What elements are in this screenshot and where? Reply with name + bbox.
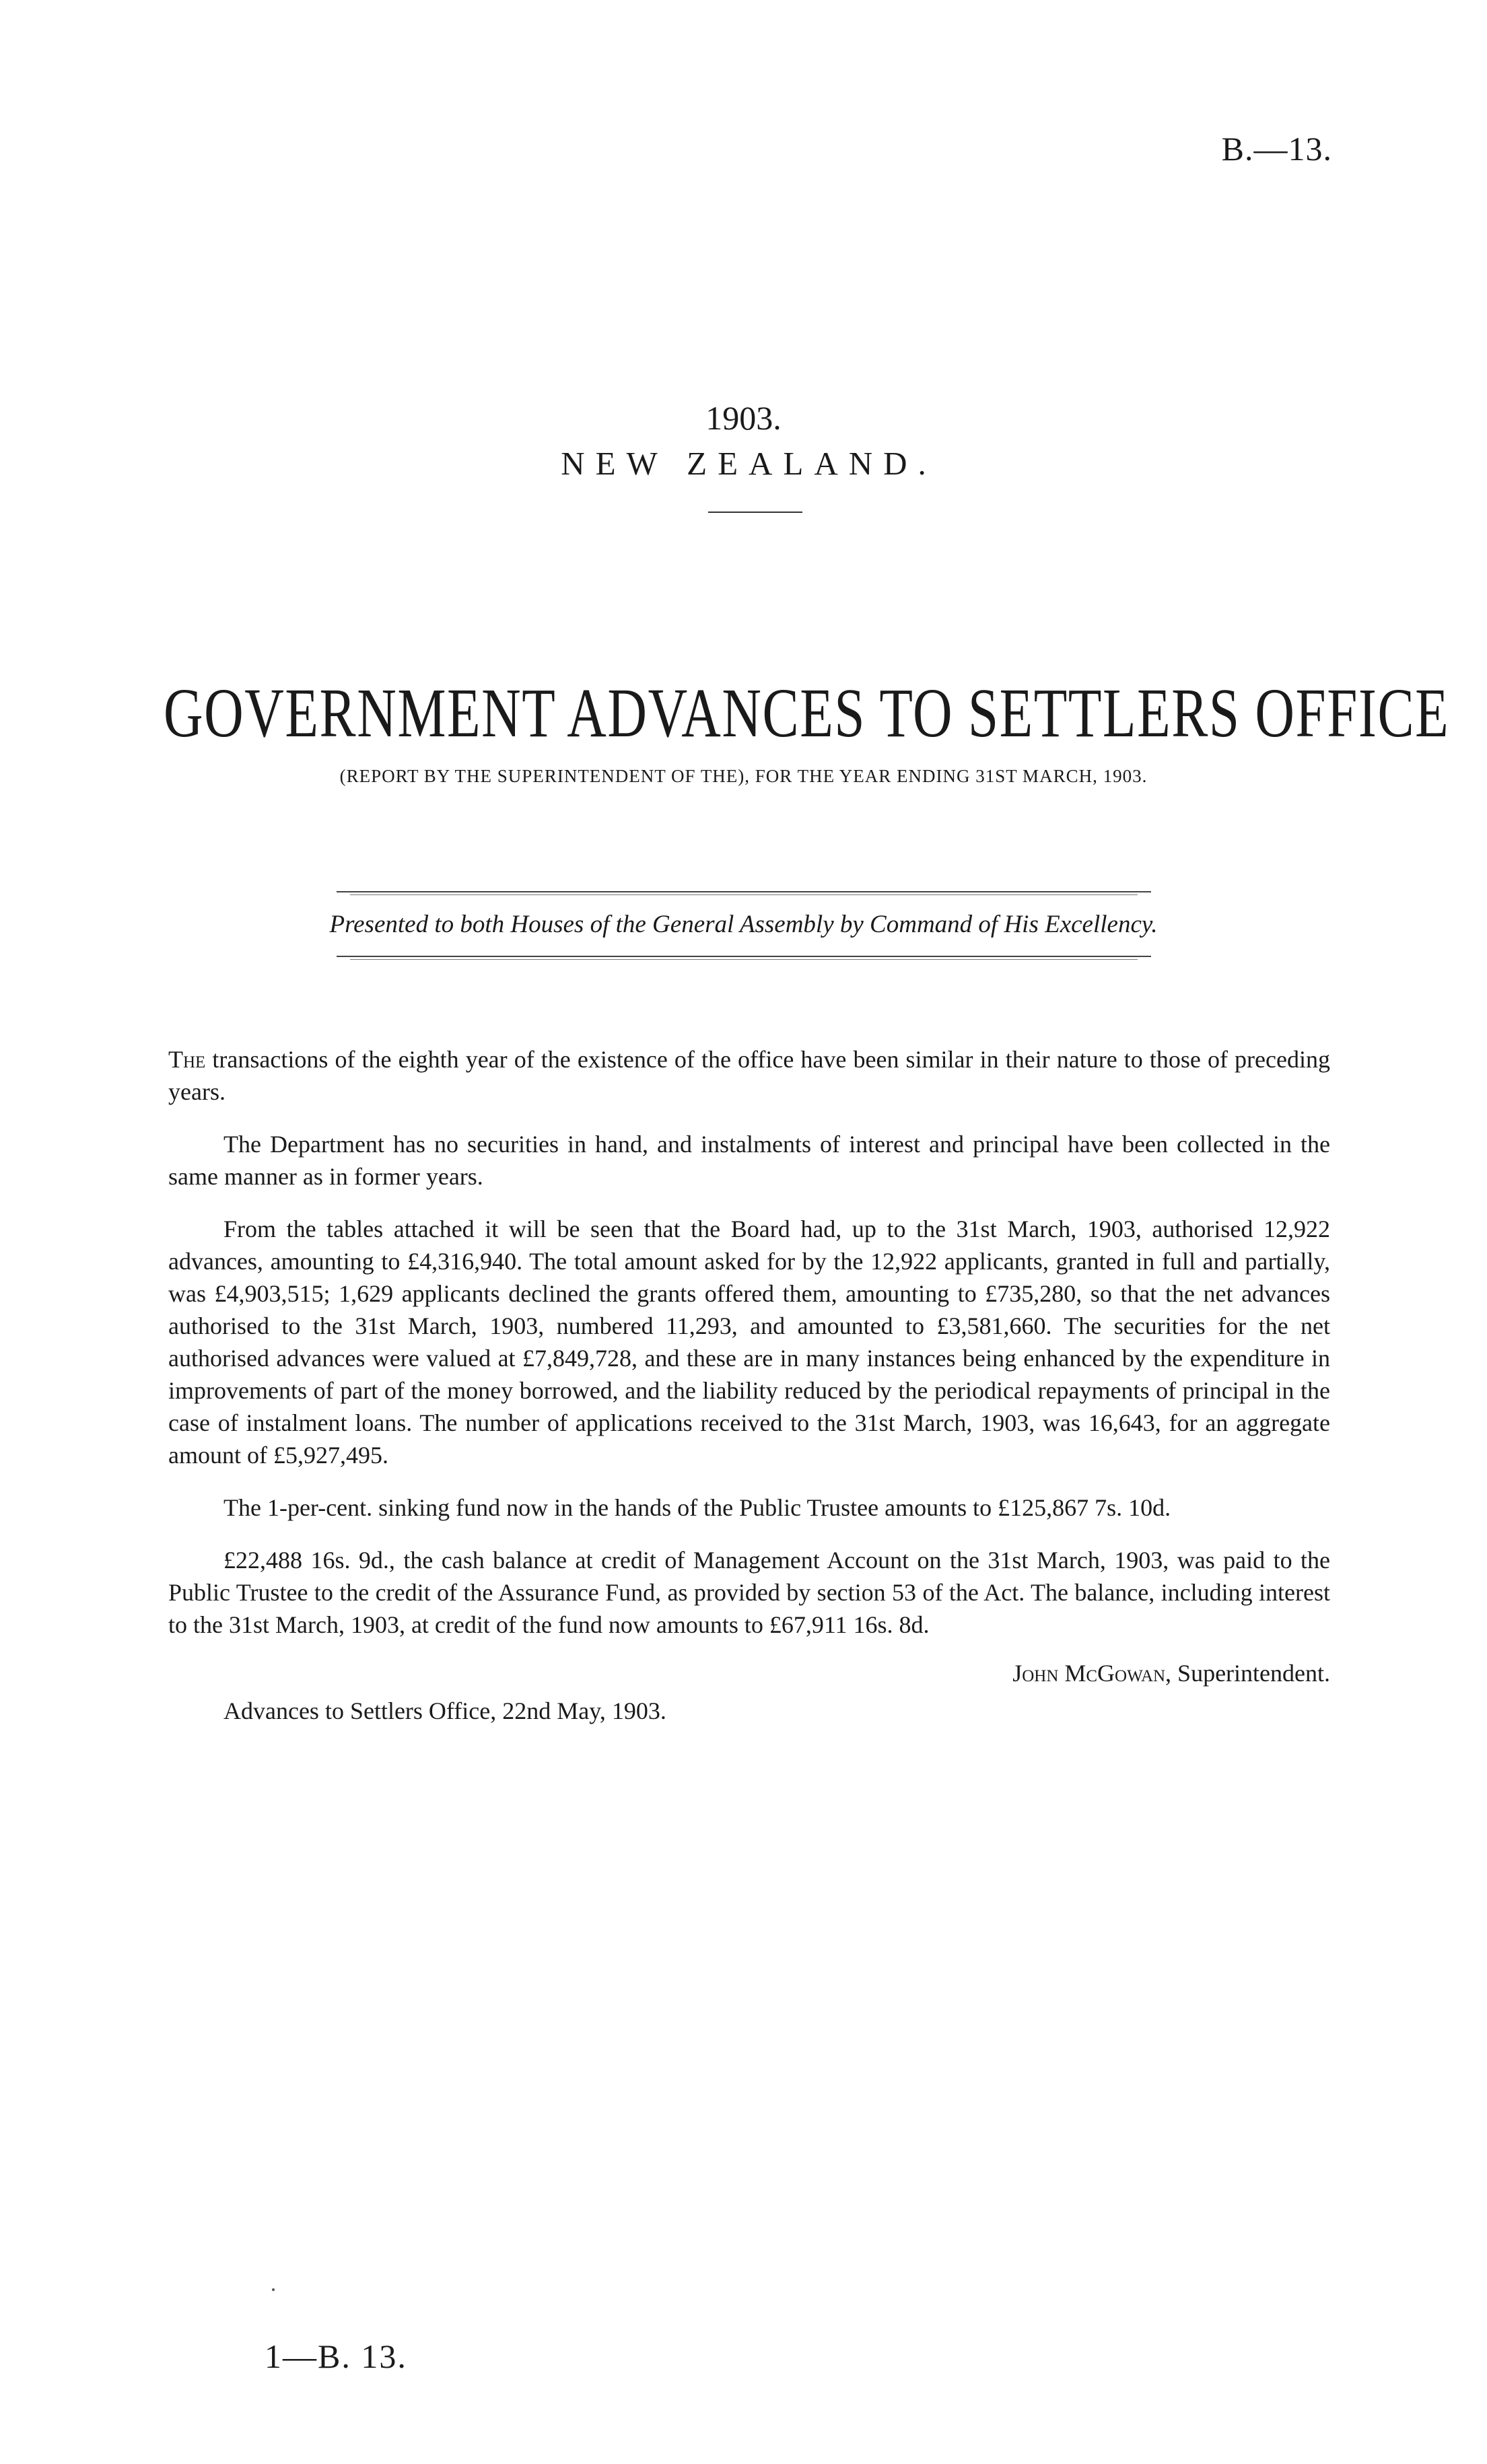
- signature-title: , Superintendent.: [1165, 1660, 1330, 1687]
- page-title: GOVERNMENT ADVANCES TO SETTLERS OFFICE: [163, 674, 1450, 752]
- country-heading: NEW ZEALAND.: [561, 445, 937, 482]
- year-heading: 1903.: [705, 399, 782, 437]
- paragraph-1-text: transactions of the eighth year of the existence of the office have been similar in their nature to those of preceding years.: [168, 1046, 1330, 1105]
- signature: [168, 1657, 1330, 1689]
- paragraph-1-lead: The: [168, 1046, 206, 1073]
- speck-mark: [272, 2288, 275, 2291]
- footer-code: 1—B. 13.: [265, 2337, 407, 2375]
- presented-line: Presented to both Houses of the General Assembly by Command of His Excellency.: [329, 911, 1158, 938]
- signature-name: John McGowan: [1012, 1660, 1166, 1687]
- paragraph-4: The 1-per-cent. sinking fund now in the hands of the Public Trustee amounts to £125,867 7s. 10d.: [223, 1494, 1171, 1521]
- paragraph-5: £22,488 16s. 9d., the cash balance at credit of Management Account on the 31st March, 1903, was paid to the Public Trustee to the credit of the Assurance Fund, as provided by section 53 of the Act. The balance, including interest to the 31st March, 1903, at credit of the fund now amounts to £67,911 16s. 8d.: [168, 1547, 1330, 1638]
- bottom-rule: [337, 956, 1151, 957]
- top-rule-thin: [350, 894, 1138, 895]
- bottom-rule-thin: [350, 959, 1138, 960]
- heading-divider: [708, 512, 802, 513]
- paragraph-1: [168, 1043, 1330, 1108]
- top-rule: [337, 891, 1151, 892]
- page-code: B.—13.: [1221, 130, 1332, 168]
- paragraph-2: The Department has no securities in hand, and instalments of interest and principal have been collected in the same manner as in former years.: [168, 1131, 1330, 1190]
- paragraph-3: From the tables attached it will be seen that the Board had, up to the 31st March, 1903, authorised 12,922 advances, amounting to £4,316,940. The total amount asked for by the 12,922 applicants, granted in full and partially, was £4,903,515; 1,629 applicants declined the grants offered them, amounting to £735,280, so that the net advances authorised to the 31st March, 1903, numbered 11,293, and amounted to £3,581,660. The securities for the net authorised advances were valued at £7,849,728, and these are in many instances being enhanced by the expenditure in improvements of part of the money borrowed, and the liability reduced by the periodical repayments of principal in the case of instalment loans. The number of applications received to the 31st March, 1903, was 16,643, for an aggregate amount of £5,927,495.: [168, 1216, 1330, 1469]
- place-date: Advances to Settlers Office, 22nd May, 1903.: [223, 1697, 666, 1724]
- report-body: [168, 1043, 1330, 1727]
- report-subtitle: (REPORT BY THE SUPERINTENDENT OF THE), FOR THE YEAR ENDING 31ST MARCH, 1903.: [339, 766, 1148, 786]
